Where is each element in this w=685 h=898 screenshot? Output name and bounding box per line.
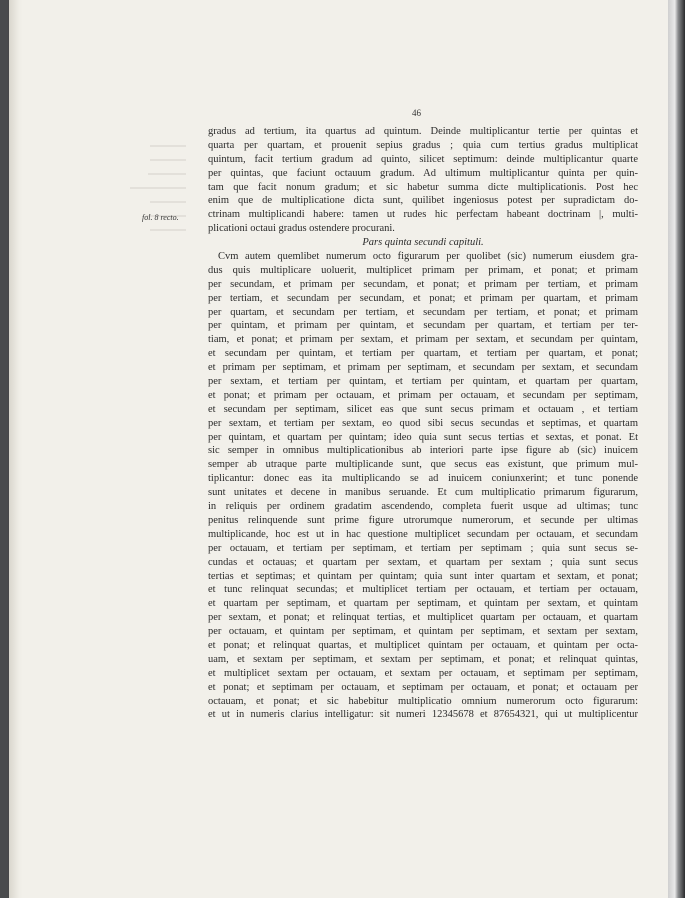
text-line: per secundam, et primam per secundam, et ponat; et primam per tertiam, et primam [208,278,638,290]
text-line: et ut in numeris clarius intelligatur: sit numeri 12345678 et 87654321, qui ut multiplicentur [208,709,638,721]
page-number: 46 [412,108,421,118]
text-line: per tertiam, et secundam per secundam, et ponat; et primam per quartam, et primam [208,292,638,304]
margin-note-folio: fol. 8 recto. [142,213,179,222]
text-line: penitus relinquende sunt prime figure utrorumque numerorum, et secunde per ultimas [208,514,638,526]
text-line: et secundam per septimam, silicet eas que sunt secus primam et octauam , et tertiam [208,403,638,415]
text-line: cundas et octauas; et quartam per sextam, et quartam per sextam ; quia sunt secus [208,556,638,568]
page-gutter [9,0,23,898]
text-line: multiplicande, hoc est ut in hac questione multiplicet secundam per octauam, et secundam [208,528,638,540]
text-line: et multiplicet sextam per octauam, et sextam per octauam, et septimam per septimam, [208,667,638,679]
text-line: per quintas, que faciunt octauum gradum. Ad ultimum multiplicantur quinta per quin- [208,167,638,179]
text-line: uam, et sextam per septimam, et sextam per septimam, et ponat; et relinquat quintas, [208,653,638,665]
text-line: Cvm autem quemlibet numerum octo figurarum per quolibet (sic) numerum eiusdem gra- [218,251,638,263]
main-text-column [208,125,638,722]
scan-border [668,0,685,898]
text-line: tertias et septimas; et quintam per quintam; quia sunt inter quartam et sextam, et ponat; [208,570,638,582]
text-line: per sextam, et tertiam per sextam, eo quod sibi secus secundas et septimas, et quartam [208,417,638,429]
text-line: per octauam, et tertiam per septimam, et tertiam per septimam ; quia sunt secus se- [208,542,638,554]
text-line: tiam, et ponat; et primam per sextam, et primam per sextam, et secundam per quintam, [208,334,638,346]
paragraph-2 [208,250,638,722]
paragraph-1 [208,125,638,236]
text-line: et ponat; et primam per octauam, et primam per octauam, et secundam per septimam, [208,389,638,401]
text-line: per octauam, et quintam per septimam, et quintam per septimam, et sextam per sextam, [208,626,638,638]
text-line: sunt unitates et decene in manibus seruande. Et cum multiplicatio primarum figurarum, [208,487,638,499]
text-line: tiplicantur: donec eas ita multiplicando se ad inuicem coniunxerint; et tunc ponende [208,473,638,485]
text-line: per quartam, et secundam per tertiam, et secundam per tertiam, et ponat; et primam [208,306,638,318]
text-line: tam que facit nonum gradum; et sic habetur summa dicte multiplicationis. Post hec [208,181,638,193]
text-line: per quintam, et primam per quintam, et secundam per quartam, et tertiam per ter- [208,320,638,332]
text-line: quarta per quartam, et prouenit sepius gradus ; quia cum tertius gradus multiplicat [208,139,638,151]
text-line: dus quis multiplicare uoluerit, multiplicet primam per primam, et ponat; et primam [208,264,638,276]
text-line: et secundam per quintam, et tertiam per quartam, et tertiam per quartam, et ponat; [208,348,638,360]
show-through-text [120,125,190,465]
section-heading: Pars quinta secundi capituli. [362,237,484,249]
text-line: sic semper in omnibus multiplicationibus ab interiori parte ipse figure ab (sic) inuicem [208,445,638,457]
text-line: et primam per septimam, et primam per septimam, et secundam per sextam, et secundam [208,362,638,374]
text-line: enim que de multiplicatione dicta sunt, quilibet ingeniosus potest per supradictam do- [208,195,638,207]
text-line: per sextam, et tertiam per quintam, et tertiam per quintam, et quartam per quartam, [208,376,638,388]
text-line: et ponat; et septimam per octauam, et septimam per octauam, et ponat; et octauam per [208,681,638,693]
text-line: in reliquis per ordinem gradatim ascendendo, completa fuerit usque ad ultimas; tunc [208,501,638,513]
text-line: plicationi octaui gradus ostendere procurani. [208,223,395,235]
text-line: per sextam, et ponat; et relinquat tertias, et multiplicet quartam per octauam, et quartam [208,612,638,624]
text-line: et quartam per septimam, et quartam per septimam, et quintam per sextam, et quintam [208,598,638,610]
text-line: quintum, facit tertium gradum ad quinto, silicet septimum: deinde multiplicantur quarte [208,153,638,165]
text-line: ctrinam multiplicandi habere: tamen ut rudes hic perfectam habeant doctrinam |, multi- [208,209,638,221]
text-line: per quintam, et quartam per quintam; ideo quia sunt secus tertias et sextas, et ponat. Et [208,431,638,443]
text-line: octauam, et ponat; et sic habebitur multiplicatio omnium numerorum octo figurarum: [208,695,638,707]
text-line: semper ab utraque parte multiplicande sunt, que secus eas existunt, que primum mul- [208,459,638,471]
text-line: et tunc relinquat secundas; et multiplicet tertiam per octauam, et tertiam per octauam, [208,584,638,596]
text-line: gradus ad tertium, ita quartus ad quintum. Deinde multiplicantur tertie per quintas et [208,126,638,137]
text-line: et ponat; et relinquat quartas, et multiplicet quintam per octauam, et quintam per octa- [208,639,638,651]
